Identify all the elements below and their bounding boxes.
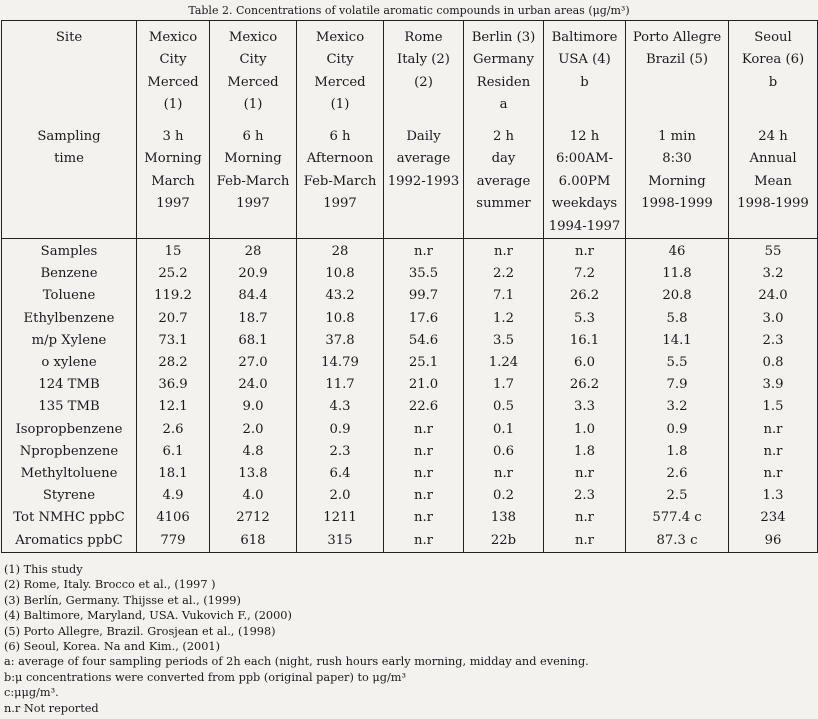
table-cell: 1.2 (464, 308, 544, 330)
table-cell: 4.3 (297, 396, 384, 418)
table-cell: 6.4 (297, 463, 384, 485)
table-cell: 24.0 (729, 285, 818, 307)
header-col-7: Porto Allegre Brazil (5) (626, 21, 729, 126)
table-cell: 26.2 (544, 285, 626, 307)
row-label: 135 TMB (2, 396, 137, 418)
table-cell: n.r (384, 419, 464, 441)
table-cell: 2.5 (626, 485, 729, 507)
table-cell: 16.1 (544, 330, 626, 352)
sampling-col-6: 12 h 6:00AM- 6.00PM weekdays 1994-1997 (544, 125, 626, 239)
table-cell: 4.8 (210, 441, 297, 463)
table-cell: 3.3 (544, 396, 626, 418)
header-col-1: Mexico City Merced (1) (137, 21, 210, 126)
table-cell: 0.6 (464, 441, 544, 463)
table-cell: n.r (729, 463, 818, 485)
table-cell: 27.0 (210, 352, 297, 374)
table-cell: 5.5 (626, 352, 729, 374)
table-caption: Table 2. Concentrations of volatile aromatic compounds in urban areas (μg/m³) (188, 4, 630, 17)
table-cell: 10.8 (297, 263, 384, 285)
table-cell: 18.1 (137, 463, 210, 485)
footnote: (4) Baltimore, Maryland, USA. Vukovich F., (2000) (4, 609, 292, 623)
table-cell: 1.5 (729, 396, 818, 418)
table-row (2, 463, 818, 485)
table-cell: n.r (464, 463, 544, 485)
table-row (2, 507, 818, 529)
table-cell: 577.4 c (626, 507, 729, 529)
table-row (2, 441, 818, 463)
table-row (2, 352, 818, 374)
table-row (2, 419, 818, 441)
table-cell: 7.2 (544, 263, 626, 285)
table-cell: 26.2 (544, 374, 626, 396)
table-cell: 21.0 (384, 374, 464, 396)
table-cell: n.r (384, 463, 464, 485)
sampling-time-row (2, 125, 818, 239)
table-cell: 28.2 (137, 352, 210, 374)
table-cell: n.r (544, 463, 626, 485)
header-col-3: Mexico City Merced (1) (297, 21, 384, 126)
table-cell: 35.5 (384, 263, 464, 285)
footnote: (2) Rome, Italy. Brocco et al., (1997 ) (4, 578, 216, 592)
table-row (2, 308, 818, 330)
header-site-label: Site (2, 21, 137, 126)
table-cell: 96 (729, 530, 818, 553)
table-cell: 119.2 (137, 285, 210, 307)
table-cell: 3.0 (729, 308, 818, 330)
table-cell: 17.6 (384, 308, 464, 330)
table-cell: 2.3 (729, 330, 818, 352)
table-cell: 6.1 (137, 441, 210, 463)
table-cell: n.r (384, 441, 464, 463)
table-cell: 99.7 (384, 285, 464, 307)
table-cell: 28 (210, 239, 297, 264)
table-cell: n.r (544, 507, 626, 529)
table-cell: 6.0 (544, 352, 626, 374)
table-cell: 22b (464, 530, 544, 553)
row-label: Isopropbenzene (2, 419, 137, 441)
table-cell: 2.3 (297, 441, 384, 463)
table-cell: 73.1 (137, 330, 210, 352)
table-row (2, 239, 818, 264)
table-cell: 25.1 (384, 352, 464, 374)
table-cell: 2.3 (544, 485, 626, 507)
table-cell: 11.7 (297, 374, 384, 396)
table-cell: 84.4 (210, 285, 297, 307)
footnote: (6) Seoul, Korea. Na and Kim., (2001) (4, 640, 220, 654)
footnote: (1) This study (4, 563, 83, 576)
table-cell: n.r (729, 419, 818, 441)
table-cell: 2.0 (297, 485, 384, 507)
sampling-label: Sampling time (2, 125, 137, 239)
row-label: o xylene (2, 352, 137, 374)
data-rows (2, 239, 818, 553)
table-cell: 0.9 (626, 419, 729, 441)
table-cell: 234 (729, 507, 818, 529)
table-cell: 20.9 (210, 263, 297, 285)
table-cell: 12.1 (137, 396, 210, 418)
table-cell: n.r (729, 441, 818, 463)
table-cell: 14.79 (297, 352, 384, 374)
table-cell: 2.6 (137, 419, 210, 441)
row-label: Samples (2, 239, 137, 264)
table-cell: 1.0 (544, 419, 626, 441)
table-cell: 0.8 (729, 352, 818, 374)
table-cell: 18.7 (210, 308, 297, 330)
table-row (2, 485, 818, 507)
table-cell: n.r (464, 239, 544, 264)
table-cell: 315 (297, 530, 384, 553)
header-col-2: Mexico City Merced (1) (210, 21, 297, 126)
sampling-col-4: Daily average 1992-1993 (384, 125, 464, 239)
table-footnotes (4, 562, 589, 716)
table-cell: 46 (626, 239, 729, 264)
table-cell: 10.8 (297, 308, 384, 330)
table-cell: 7.9 (626, 374, 729, 396)
table-cell: 9.0 (210, 396, 297, 418)
table-cell: 0.5 (464, 396, 544, 418)
table-cell: 28 (297, 239, 384, 264)
table-cell: 25.2 (137, 263, 210, 285)
table-cell: 2.2 (464, 263, 544, 285)
sampling-col-1: 3 h Morning March 1997 (137, 125, 210, 239)
header-col-5: Berlin (3) Germany Residen a (464, 21, 544, 126)
table-cell: 1.7 (464, 374, 544, 396)
table-cell: 3.9 (729, 374, 818, 396)
table-cell: 4106 (137, 507, 210, 529)
table-row (2, 263, 818, 285)
row-label: 124 TMB (2, 374, 137, 396)
table-cell: 779 (137, 530, 210, 553)
footnote: n.r Not reported (4, 701, 99, 715)
footnote: (5) Porto Allegre, Brazil. Grosjean et al., (1998) (4, 624, 276, 638)
table-cell: n.r (384, 485, 464, 507)
table-cell: 4.0 (210, 485, 297, 507)
table-cell: 20.8 (626, 285, 729, 307)
table-cell: 0.1 (464, 419, 544, 441)
row-label: Benzene (2, 263, 137, 285)
table-cell: 5.3 (544, 308, 626, 330)
table-cell: 2.0 (210, 419, 297, 441)
table-cell: 11.8 (626, 263, 729, 285)
table-cell: 24.0 (210, 374, 297, 396)
header-col-4: Rome Italy (2) (2) (384, 21, 464, 126)
table-cell: 3.5 (464, 330, 544, 352)
table-cell: 5.8 (626, 308, 729, 330)
table-cell: 0.9 (297, 419, 384, 441)
table-cell: n.r (544, 530, 626, 553)
table-cell: n.r (544, 239, 626, 264)
table-cell: 14.1 (626, 330, 729, 352)
row-label: Ethylbenzene (2, 308, 137, 330)
header-col-8: Seoul Korea (6) b (729, 21, 818, 126)
table-cell: 87.3 c (626, 530, 729, 553)
table-cell: 1.8 (626, 441, 729, 463)
table-row (2, 530, 818, 553)
sampling-col-5: 2 h day average summer (464, 125, 544, 239)
table-row (2, 396, 818, 418)
table-row (2, 374, 818, 396)
row-label: Toluene (2, 285, 137, 307)
table-cell: 55 (729, 239, 818, 264)
sampling-col-8: 24 h Annual Mean 1998-1999 (729, 125, 818, 239)
row-label: m/p Xylene (2, 330, 137, 352)
table-cell: 0.2 (464, 485, 544, 507)
table-cell: 618 (210, 530, 297, 553)
table-cell: 2.6 (626, 463, 729, 485)
table-cell: 3.2 (729, 263, 818, 285)
table-cell: 37.8 (297, 330, 384, 352)
table-cell: 1211 (297, 507, 384, 529)
table-cell: 3.2 (626, 396, 729, 418)
table-row (2, 285, 818, 307)
table-cell: 2712 (210, 507, 297, 529)
sampling-col-2: 6 h Morning Feb-March 1997 (210, 125, 297, 239)
table-cell: 13.8 (210, 463, 297, 485)
table-cell: n.r (384, 530, 464, 553)
footnote: a: average of four sampling periods of 2h each (night, rush hours early morning, midday and evening. (4, 655, 589, 669)
header-row-site (2, 21, 818, 126)
row-label: Methyltoluene (2, 463, 137, 485)
table-row (2, 330, 818, 352)
table-cell: 54.6 (384, 330, 464, 352)
table-cell: n.r (384, 507, 464, 529)
table-cell: 20.7 (137, 308, 210, 330)
concentration-table (1, 20, 818, 553)
table-cell: 22.6 (384, 396, 464, 418)
footnote: b:μ concentrations were converted from ppb (original paper) to μg/m³ (4, 670, 406, 684)
row-label: Npropbenzene (2, 441, 137, 463)
table-cell: 68.1 (210, 330, 297, 352)
footnote: (3) Berlín, Germany. Thijsse et al., (1999) (4, 593, 241, 607)
footnote: c:μμg/m³. (4, 686, 59, 700)
row-label: Tot NMHC ppbC (2, 507, 137, 529)
row-label: Styrene (2, 485, 137, 507)
sampling-col-7: 1 min 8:30 Morning 1998-1999 (626, 125, 729, 239)
table-cell: 1.8 (544, 441, 626, 463)
table-cell: 1.3 (729, 485, 818, 507)
table-cell: 4.9 (137, 485, 210, 507)
sampling-col-3: 6 h Afternoon Feb-March 1997 (297, 125, 384, 239)
table-cell: n.r (384, 239, 464, 264)
table-cell: 36.9 (137, 374, 210, 396)
table-cell: 7.1 (464, 285, 544, 307)
table-cell: 1.24 (464, 352, 544, 374)
table-cell: 43.2 (297, 285, 384, 307)
header-col-6: Baltimore USA (4) b (544, 21, 626, 126)
table-cell: 15 (137, 239, 210, 264)
table-cell: 138 (464, 507, 544, 529)
row-label: Aromatics ppbC (2, 530, 137, 553)
